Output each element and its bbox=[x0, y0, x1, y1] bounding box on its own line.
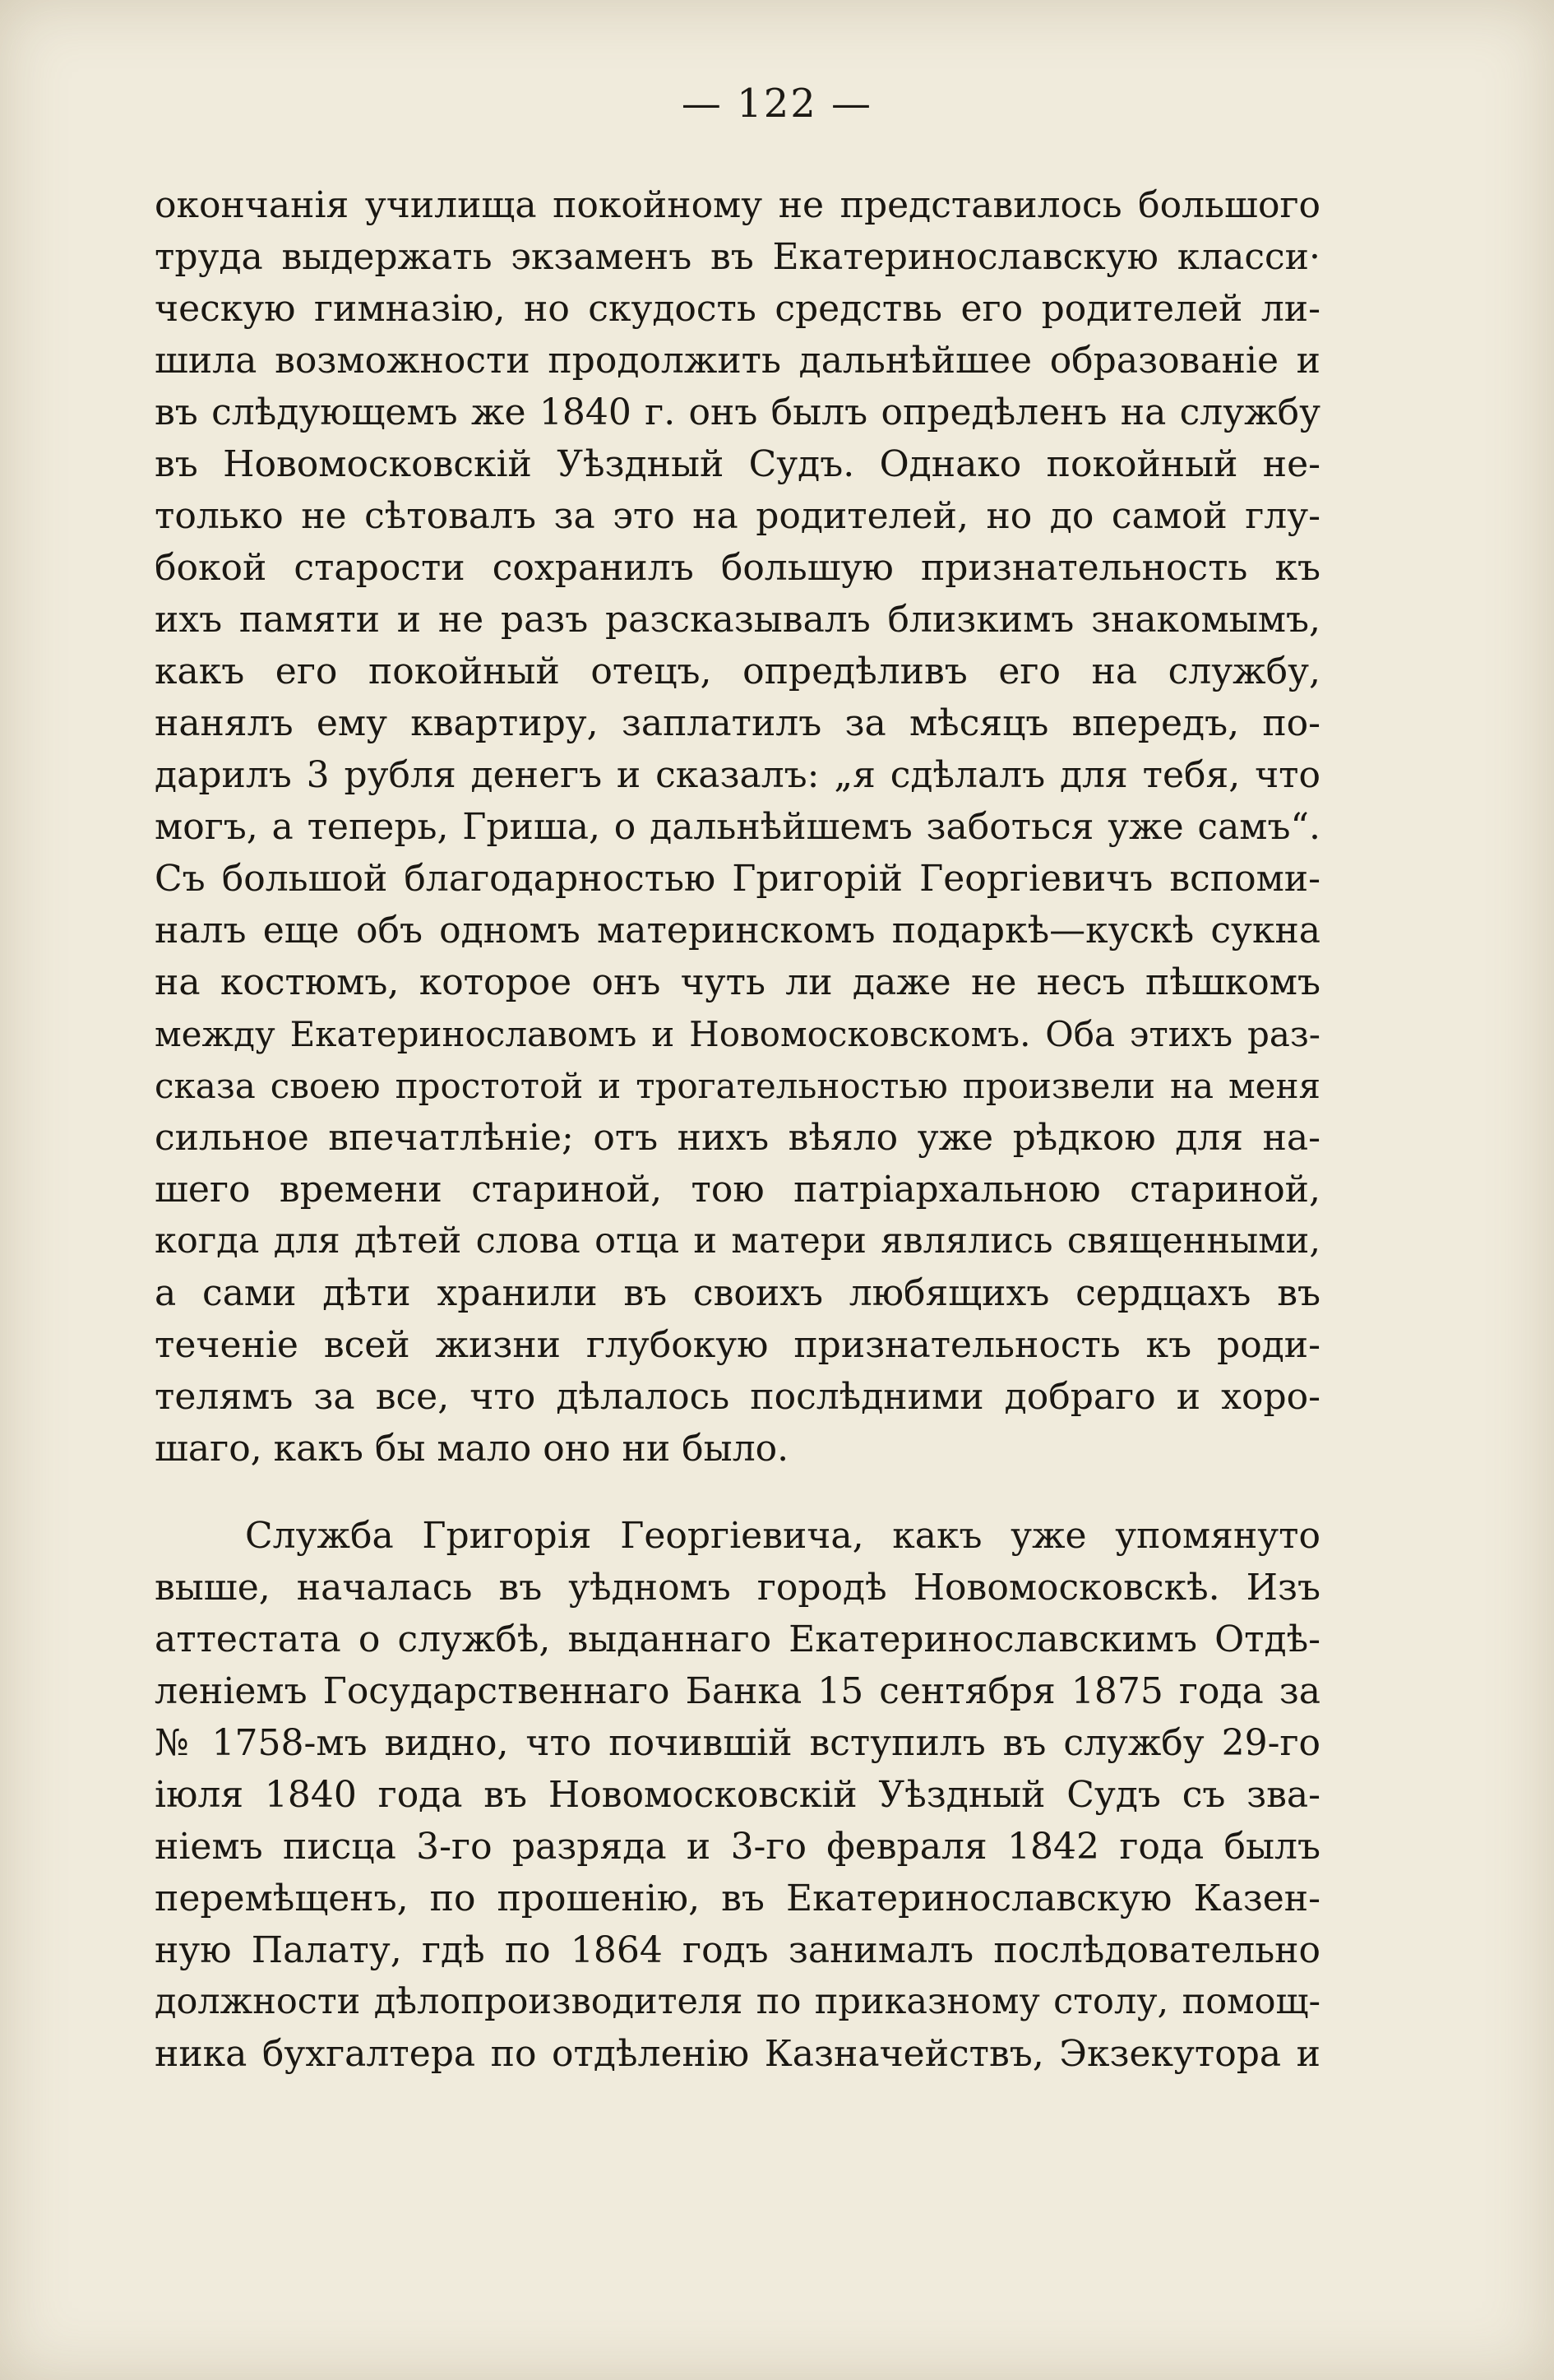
page-number: — 122 — bbox=[681, 81, 873, 127]
text-line: окончанія училища покойному не представилось большого bbox=[155, 184, 1320, 226]
text-line: ника бухгалтера по отдѣленію Казначействъ, Экзекутора и bbox=[155, 2033, 1320, 2075]
text-line: леніемъ Государственнаго Банка 15 сентября 1875 года за bbox=[155, 1670, 1320, 1712]
text-line: іюля 1840 года въ Новомосковскій Уѣздный Судъ съ зва- bbox=[155, 1774, 1320, 1816]
text-line: труда выдержать экзаменъ въ Екатеринославскую класси· bbox=[155, 236, 1320, 278]
text-line: ческую гимназію, но скудость средствь его родителей ли- bbox=[155, 288, 1320, 330]
text-line: бокой старости сохранилъ большую признательность къ bbox=[155, 547, 1320, 589]
text-line: Служба Григорія Георгіевича, какъ уже упомянуто bbox=[245, 1515, 1320, 1557]
text-line: № 1758-мъ видно, что почившій вступилъ въ службу 29-го bbox=[155, 1722, 1320, 1764]
text-line: шаго, какъ бы мало оно ни было. bbox=[155, 1428, 789, 1470]
text-line: перемѣщенъ, по прошенію, въ Екатеринославскую Казен- bbox=[155, 1878, 1320, 1919]
text-line: ихъ памяти и не разъ разсказывалъ близкимъ знакомымъ, bbox=[155, 599, 1320, 641]
paragraph-1 bbox=[155, 179, 1320, 1475]
text-line: ную Палату, гдѣ по 1864 годъ занималъ послѣдовательно bbox=[155, 1929, 1320, 1971]
text-line: могъ, а теперь, Гриша, о дальнѣйшемъ заботься уже самъ“. bbox=[155, 806, 1320, 848]
text-line: телямъ за все, что дѣлалось послѣдними добраго и хоро- bbox=[155, 1376, 1320, 1418]
text-line: налъ еще объ одномъ материнскомъ подаркѣ—кускѣ сукна bbox=[155, 910, 1320, 952]
text-line: нанялъ ему квартиру, заплатилъ за мѣсяцъ впередъ, по- bbox=[155, 702, 1320, 744]
text-line: а сами дѣти хранили въ своихъ любящихъ сердцахъ въ bbox=[155, 1272, 1320, 1314]
text-line: выше, началась въ уѣдномъ городѣ Новомосковскѣ. Изъ bbox=[155, 1567, 1320, 1609]
text-line: ніемъ писца 3-го разряда и 3-го февраля 1842 года былъ bbox=[155, 1826, 1320, 1868]
text-line: на костюмъ, которое онъ чуть ли даже не несъ пѣшкомъ bbox=[155, 961, 1320, 1003]
text-line: сказа своею простотой и трогательностью произвели на меня bbox=[155, 1066, 1320, 1106]
text-line: теченіе всей жизни глубокую признательность къ роди- bbox=[155, 1324, 1320, 1366]
text-line: между Екатеринославомъ и Новомосковскомъ. Оба этихъ раз- bbox=[155, 1014, 1320, 1054]
text-line: сильное впечатлѣніе; отъ нихъ вѣяло уже рѣдкою для на- bbox=[155, 1117, 1320, 1159]
text-line: какъ его покойный отецъ, опредѣливъ его на службу, bbox=[155, 651, 1320, 692]
text-line: когда для дѣтей слова отца и матери являлись священными, bbox=[155, 1220, 1320, 1262]
text-line: должности дѣлопроизводителя по приказному столу, помощ- bbox=[155, 1981, 1320, 2022]
text-line: въ слѣдующемъ же 1840 г. онъ былъ опредѣленъ на службу bbox=[155, 391, 1320, 433]
text-line: дарилъ 3 рубля денегъ и сказалъ: „я сдѣлалъ для тебя, что bbox=[155, 754, 1320, 796]
text-line: только не сѣтовалъ за это на родителей, но до самой глу- bbox=[155, 495, 1320, 537]
text-line: шего времени стариной, тою патріархальною стариной, bbox=[155, 1169, 1320, 1211]
text-line: шила возможности продолжить дальнѣйшее образованіе и bbox=[155, 340, 1320, 382]
text-line: въ Новомосковскій Уѣздный Судъ. Однако покойный не- bbox=[155, 443, 1320, 485]
text-line: Съ большой благодарностью Григорій Георгіевичъ вспоми- bbox=[155, 858, 1320, 900]
text-line: аттестата о службѣ, выданнаго Екатеринославскимъ Отдѣ- bbox=[155, 1618, 1320, 1660]
paragraph-2 bbox=[155, 1510, 1320, 2080]
